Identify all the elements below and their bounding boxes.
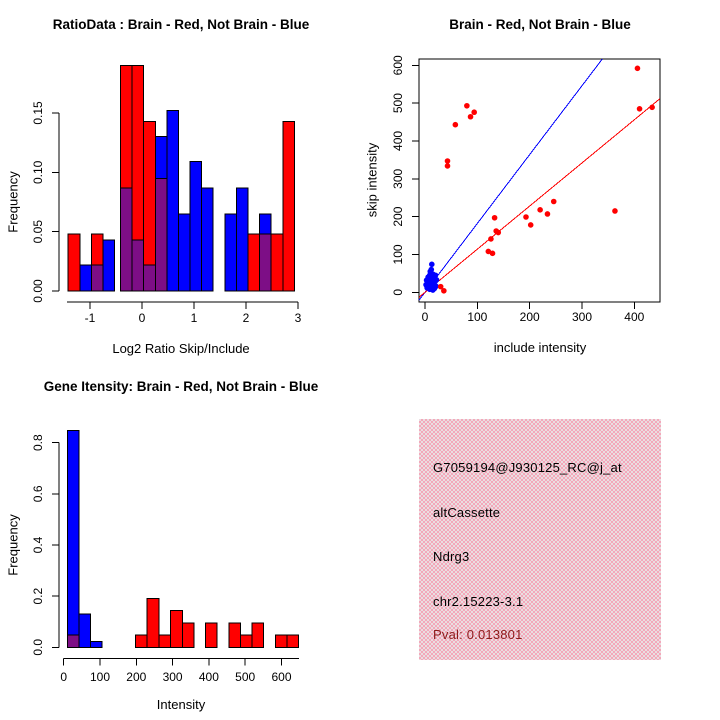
hist-bar-blue [91,642,103,648]
gene-hist-xlabel: Intensity [156,697,206,712]
hist-bar-blue [155,137,167,179]
hist-bar-blue [67,430,79,635]
x-tick-label: 0 [138,311,146,325]
gene-hist-ylabel: Frequency [5,514,21,576]
data-point-blue [429,262,435,268]
x-tick-label: 0 [421,310,429,324]
y-tick-label: 0.8 [31,434,45,452]
y-tick-label: 200 [391,206,405,227]
hist-bar-red [159,635,171,647]
hist-bar-blue [79,614,91,647]
hist-bar-red [68,234,80,291]
data-point-red [445,163,451,169]
data-point-blue [430,287,436,293]
fit-line-blue [419,59,602,300]
data-point-red [637,106,643,112]
data-point-red [488,236,494,242]
info-probe-id: G7059194@J930125_RC@j_at [433,460,622,475]
ratio-hist-xlabel: Log2 Ratio Skip/Include [112,341,250,356]
x-tick-label: 300 [162,670,183,684]
hist-bar-red [229,623,241,647]
data-point-blue [427,286,433,292]
data-point-blue [423,282,429,288]
data-point-red [453,122,459,128]
info-panel [419,419,661,660]
data-point-blue [428,274,434,280]
data-point-red [486,249,492,255]
hist-bar-red [170,611,182,648]
data-point-red [537,207,543,213]
data-point-red [545,211,551,217]
fit-line-red [419,99,660,298]
x-tick-label: 3 [294,311,302,325]
hist-bar-blue [103,240,115,291]
y-tick-label: 0 [391,288,405,296]
x-tick-label: 1 [190,311,198,325]
data-point-red [471,109,477,115]
data-point-blue [425,274,431,280]
y-tick-label: 0.05 [31,219,45,244]
y-tick-label: 500 [391,93,405,114]
data-point-red [523,214,529,220]
x-tick-label: 300 [571,310,593,324]
ratio-hist-title: RatioData : Brain - Red, Not Brain - Blue [52,17,310,32]
hist-bar-overlap [120,188,132,291]
hist-bar-overlap [144,265,156,291]
plot-box [419,59,660,302]
x-tick-label: 0 [60,670,68,684]
scatter-ylabel: skip intensity [364,142,380,218]
hist-bar-blue [202,188,214,291]
data-point-blue [433,283,439,289]
hist-bar-red [271,234,283,291]
info-event-type: altCassette [433,505,501,520]
x-tick-label: 200 [519,310,540,324]
data-point-blue [431,282,437,288]
hist-bar-red [147,599,159,648]
y-tick-label: 0.4 [31,536,45,554]
data-point-blue [432,279,438,285]
data-point-blue [428,267,434,273]
hist-bar-blue [225,214,237,291]
hist-bar-red [287,635,299,647]
data-point-blue [427,269,433,275]
hist-bar-blue [260,214,272,234]
hist-bar-red [132,66,144,240]
data-point-red [445,158,451,164]
hist-bar-red [136,635,148,647]
data-point-blue [431,275,437,281]
data-point-blue [426,279,432,285]
pval-text: Pval: 0.013801 [433,627,523,642]
x-tick-label: 200 [126,670,147,684]
data-point-red [493,228,499,234]
data-point-red [612,208,618,214]
hist-bar-blue [178,214,190,291]
y-tick-label: 300 [391,168,405,189]
hist-bar-blue [236,188,248,291]
hist-bar-blue [190,162,202,291]
data-point-blue [429,284,435,290]
data-point-blue [434,277,440,283]
x-tick-label: 500 [235,670,256,684]
data-point-blue [433,272,439,278]
hist-bar-blue [167,111,179,291]
hist-bar-red [144,121,156,265]
hist-bar-overlap [132,240,144,291]
data-point-red [464,103,470,109]
y-tick-label: 0.00 [31,279,45,303]
data-point-blue [424,277,430,283]
data-point-red [551,199,557,205]
hist-bar-overlap [91,265,103,291]
y-tick-label: 100 [391,244,405,265]
data-point-blue [424,285,430,291]
y-tick-label: 400 [391,130,405,151]
data-point-red [649,104,655,110]
scatter-title: Brain - Red, Not Brain - Blue [449,17,631,32]
data-point-blue [427,281,433,287]
x-tick-label: 400 [624,310,645,324]
data-point-blue [425,280,431,286]
data-point-red [495,230,501,236]
hist-bar-red [206,623,218,647]
hist-bar-red [91,234,103,265]
y-tick-label: 600 [391,55,405,76]
data-point-red [492,215,498,221]
data-point-red [635,66,641,72]
data-point-blue [427,272,433,278]
hist-bar-overlap [260,234,272,291]
data-point-red [441,288,447,294]
data-point-blue [430,278,436,284]
data-point-red [528,222,534,228]
hist-bar-red [275,635,287,647]
hist-bar-red [240,635,252,647]
data-point-blue [428,276,434,282]
data-point-blue [426,283,432,289]
data-point-red [438,284,444,290]
x-tick-label: 2 [242,311,250,325]
hist-bar-red [252,623,264,647]
info-gene-name: Ndrg3 [433,549,470,564]
hist-bar-red [120,66,132,188]
y-tick-label: 0.10 [31,160,45,185]
data-point-blue [432,286,438,292]
info-location: chr2.15223-3.1 [433,594,524,609]
data-point-blue [430,271,436,277]
hist-bar-red [283,121,295,291]
x-tick-label: 400 [198,670,219,684]
hist-bar-overlap [67,635,79,647]
data-point-red [490,251,496,257]
x-tick-label: 100 [467,310,488,324]
y-tick-label: 0.6 [31,485,45,503]
data-point-red [468,114,474,120]
x-tick-label: 600 [271,670,292,684]
y-tick-label: 0.15 [31,101,45,125]
gene-hist-title: Gene Itensity: Brain - Red, Not Brain - Blue [43,379,319,394]
scatter-xlabel: include intensity [493,340,587,355]
x-tick-label: 100 [89,670,111,684]
ratio-hist-ylabel: Frequency [5,171,21,233]
hist-bar-red [248,234,260,291]
hist-bar-blue [80,265,92,291]
y-tick-label: 0.0 [31,638,45,656]
hist-bar-red [182,623,194,647]
x-tick-label: -1 [84,311,96,325]
hist-bar-overlap [155,178,167,291]
y-tick-label: 0.2 [31,587,45,605]
